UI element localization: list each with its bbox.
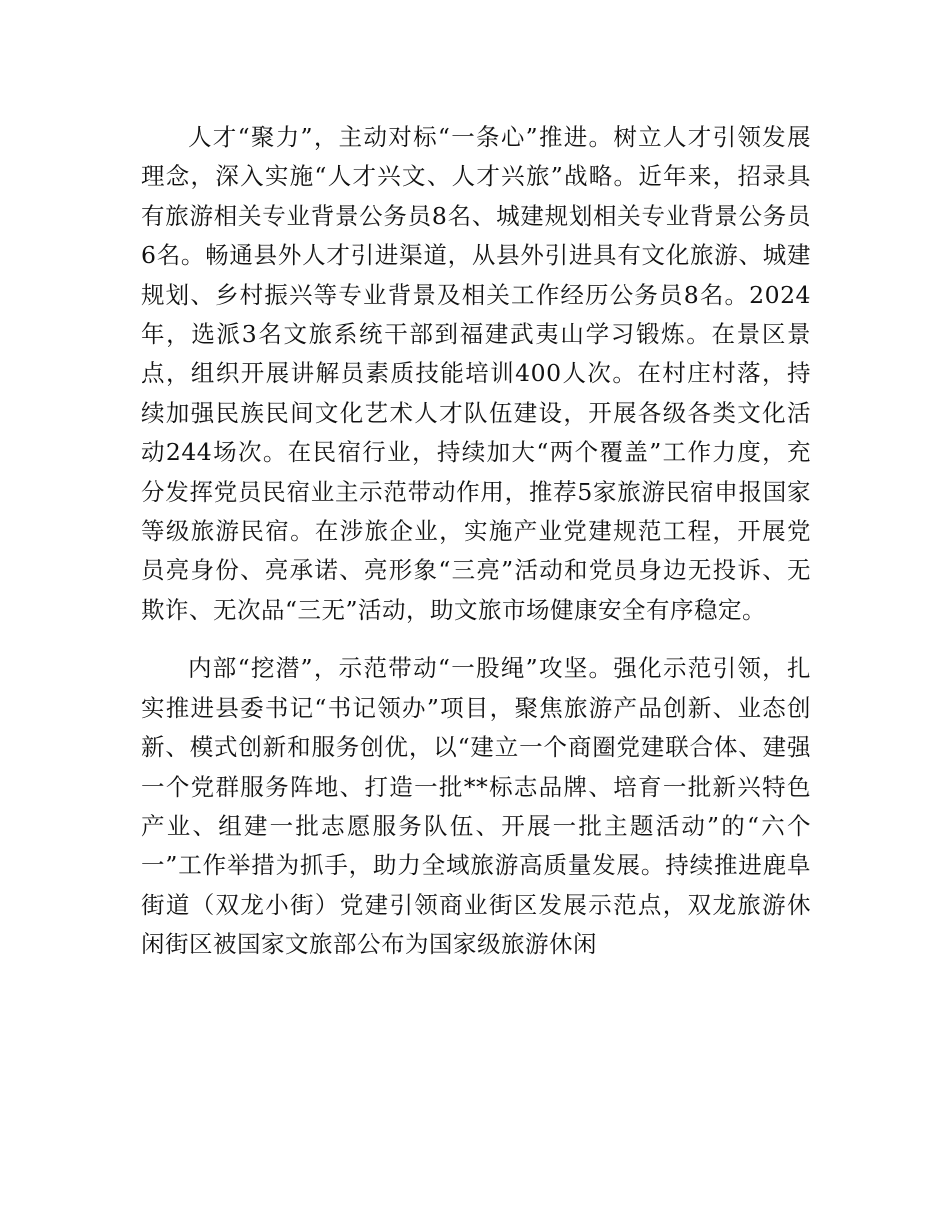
- paragraph-talent: 人才“聚力”，主动对标“一条心”推进。树立人才引领发展理念，深入实施“人才兴文、人才兴旅”战略。近年来，招录具有旅游相关专业背景公务员8名、城建规划相关专业背景公务员6名。畅通县外人才引进渠道，从县外引进具有文化旅游、城建规划、乡村振兴等专业背景及相关工作经历公务员8名。2024年，选派3名文旅系统干部到福建武夷山学习锻炼。在景区景点，组织开展讲解员素质技能培训400人次。在村庄村落，持续加强民族民间文化艺术人才队伍建设，开展各级各类文化活动244场次。在民宿行业，持续加大“两个覆盖”工作力度，充分发挥党员民宿业主示范带动作用，推荐5家旅游民宿申报国家等级旅游民宿。在涉旅企业，实施产业党建规范工程，开展党员亮身份、亮承诺、亮形象“三亮”活动和党员身边无投诉、无欺诈、无次品“三无”活动，助文旅市场健康安全有序稳定。: [141, 123, 811, 624]
- document-body: [141, 118, 811, 965]
- paragraph-internal: 内部“挖潜”，示范带动“一股绳”攻坚。强化示范引领，扎实推进县委书记“书记领办”项目，聚焦旅游产品创新、业态创新、模式创新和服务创优，以“建立一个商圈党建联合体、建强一个党群服务阵地、打造一批**标志品牌、培育一批新兴特色产业、组建一批志愿服务队伍、开展一批主题活动”的“六个一”工作举措为抓手，助力全域旅游高质量发展。持续推进鹿阜街道（双龙小街）党建引领商业街区发展示范点，双龙旅游休闲街区被国家文旅部公布为国家级旅游休闲: [141, 654, 811, 959]
